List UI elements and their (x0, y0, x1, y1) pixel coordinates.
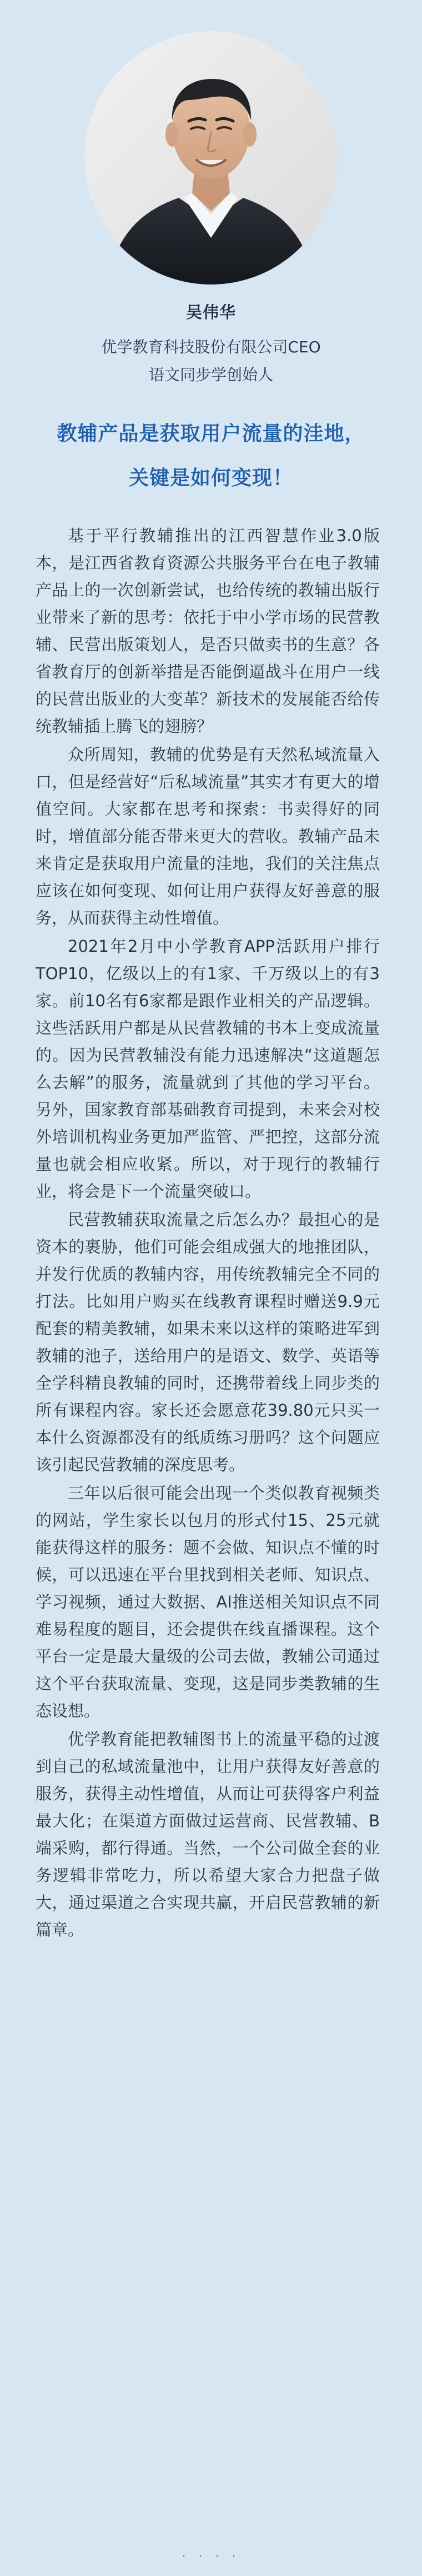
headline-line-2: 关键是如何变现！ (128, 467, 293, 490)
author-name: 吴伟华 (185, 303, 236, 322)
article-paragraph: 2021年2月中小学教育APP活跃用户排行TOP10，亿级以上的有1家、千万级以上的有3家。前10名有6家都是跟作业相关的产品逻辑。这些活跃用户都是从民营教辅的书本上变成流量的。因为民营教辅没有能力迅速解决“这道题怎么去解”的服务，流量就到了其他的学习平台。另外，国家教育部基础教育司提到，未来会对校外培训机构业务更加严监管、严把控，这部分流量也就会相应收紧。所以，对于现行的教辅行业，将会是下一个流量突破口。 (36, 937, 380, 1201)
author-photo (84, 31, 338, 284)
article-paragraph: 基于平行教辅推出的江西智慧作业3.0版本，是江西省教育资源公共服务平台在电子教辅产品上的一次创新尝试，也给传统的教辅出版行业带来了新的思考：依托于中小学市场的民营教辅、民营出版策划人，是否只做卖书的生意？各省教育厅的创新举措是否能倒逼战斗在用户一线的民营出版业的大变革？新技术的发展能否给传统教辅插上腾飞的翅膀？ (36, 526, 380, 736)
footer-dots: · · · · (182, 2550, 240, 2564)
headline-line-1: 教辅产品是获取用户流量的洼地， (57, 422, 365, 445)
article-body (36, 522, 380, 1945)
article-paragraph: 优学教育能把教辅图书上的流量平稳的过渡到自己的私域流量池中，让用户获得友好善意的服务，获得主动性增值，从而让可获得客户利益最大化；在渠道方面做过运营商、民营教辅、B端采购，都行得通。当然，一个公司做全套的业务逻辑非常吃力，所以希望大家合力把盘子做大，通过渠道之合实现共赢，开启民营教辅的新篇章。 (36, 1730, 380, 1939)
author-title-role: 语文同步学创始人 (148, 366, 273, 384)
author-title-company: 优学教育科技股份有限公司CEO (101, 338, 321, 356)
article-paragraph: 三年以后很可能会出现一个类似教育视频类的网站，学生家长以包月的形式付15、25元就能获得这样的服务：题不会做、知识点不懂的时候，可以迅速在平台里找到相关老师、知识点、学习视频，通过大数据、AI推送相关知识点不同难易程度的题目，还会提供在线直播课程。这个平台一定是最大量级的公司去做，教辅公司通过这个平台获取流量、变现，这是同步类教辅的生态设想。 (36, 1484, 380, 1720)
article-paragraph: 众所周知，教辅的优势是有天然私域流量入口，但是经营好“后私域流量”其实才有更大的增值空间。大家都在思考和探索：书卖得好的同时，增值部分能否带来更大的营收。教辅产品未来肯定是获取用户流量的洼地，我们的关注焦点应该在如何变现、如何让用户获得友好善意的服务，从而获得主动性增值。 (36, 745, 380, 927)
author-portrait-image (84, 31, 338, 284)
article-paragraph: 民营教辅获取流量之后怎么办？最担心的是资本的裹胁，他们可能会组成强大的地推团队，并发行优质的教辅内容，用传统教辅完全不同的打法。比如用户购买在线教育课程时赠送9.9元配套的精美教辅，如果未来以这样的策略进军到教辅的池子，送给用户的是语文、数学、英语等全学科精良教辅的同时，还携带着线上同步类的所有课程内容。家长还会愿意花39.80元只买一本什么资源都没有的纸质练习册吗？这个问题应该引起民营教辅的深度思考。 (36, 1210, 380, 1474)
